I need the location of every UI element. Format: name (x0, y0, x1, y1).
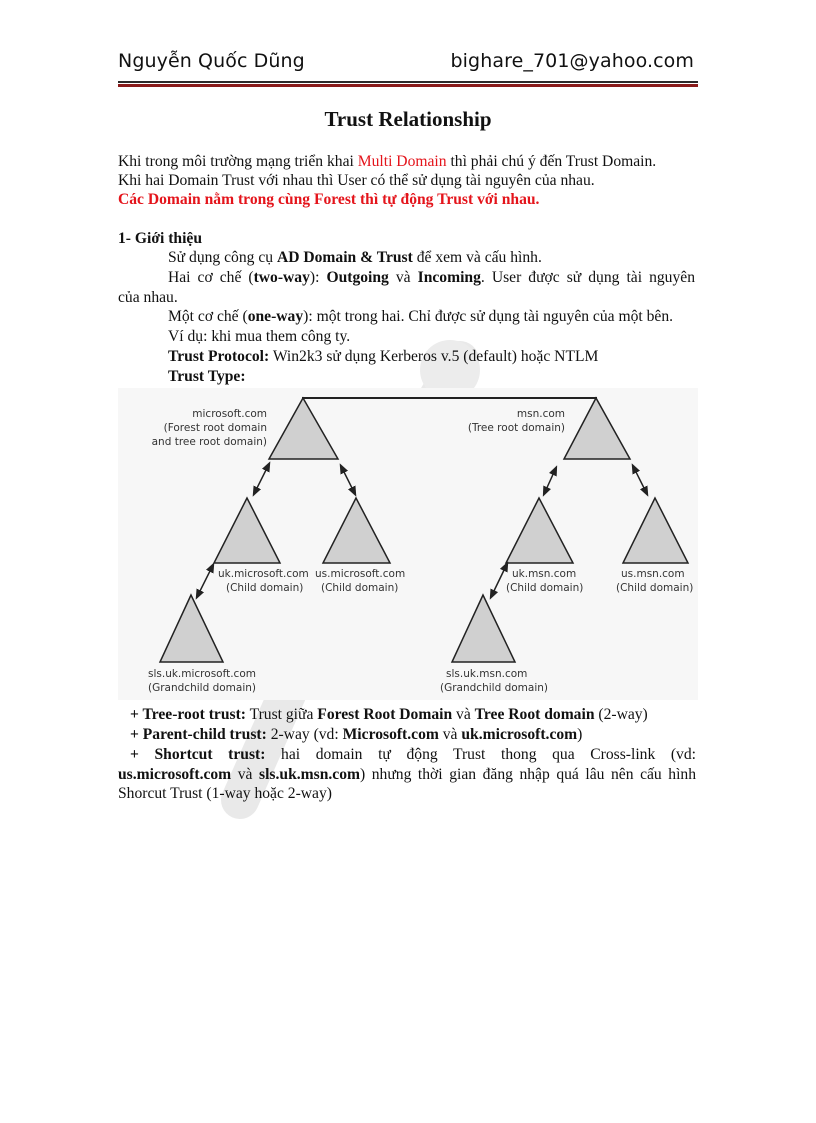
label-sls-uk-msn-com: sls.uk.msn.com (Grandchild domain) (440, 668, 548, 694)
trust-type-diagram (118, 388, 698, 700)
label-msn-com: msn.com (Tree root domain) (467, 408, 565, 434)
label-us-microsoft-com: us.microsoft.com (Child domain) (315, 568, 406, 594)
example-line: Ví dụ: khi mua them công ty. (168, 328, 351, 345)
label-sls-uk-microsoft-com: sls.uk.microsoft.com (Grandchild domain) (148, 668, 256, 694)
header-author: Nguyễn Quốc Dũng (118, 50, 305, 72)
trust-arrow (545, 470, 555, 492)
parent-child-trust-line: + Parent-child trust: 2-way (vd: Microsoft.com và uk.microsoft.com) (130, 726, 583, 743)
us-microsoft-com-triangle (323, 498, 390, 563)
microsoft-com-triangle (269, 398, 338, 459)
trust-arrow (255, 466, 268, 492)
shortcut-trust-line-2: us.microsoft.com và sls.uk.msn.com) nhưng thời gian đăng nhập quá lâu nên cấu hình (118, 766, 696, 783)
trust-type-label: Trust Type: (168, 368, 246, 385)
protocol-line: Trust Protocol: Win2k3 sử dụng Kerberos v.5 (default) hoặc NTLM (168, 348, 599, 365)
label-uk-microsoft-com: uk.microsoft.com (Child domain) (218, 568, 309, 594)
uk-microsoft-com-triangle (214, 498, 280, 563)
trust-arrow (342, 468, 354, 492)
header-rule (118, 81, 698, 83)
trust-arrow (492, 566, 506, 595)
shortcut-trust-line-3: Shorcut Trust (1-way hoặc 2-way) (118, 785, 332, 802)
intro-line-3: Các Domain nằm trong cùng Forest thì tự động Trust với nhau. (118, 191, 540, 208)
header-email: bighare_701@yahoo.com (450, 50, 694, 72)
tool-line: Sử dụng công cụ AD Domain & Trust để xem và cấu hình. (168, 249, 542, 266)
us-msn-com-triangle (623, 498, 688, 563)
multi-domain-highlight: Multi Domain (357, 153, 447, 170)
sls-uk-msn-com-triangle (452, 595, 515, 662)
intro-line-1: Khi trong môi trường mạng triển khai Multi Domain thì phải chú ý đến Trust Domain. (118, 153, 657, 170)
two-way-line-cont: của nhau. (118, 289, 178, 306)
sls-uk-microsoft-com-triangle (160, 595, 223, 662)
trust-arrow (198, 567, 212, 595)
msn-com-triangle (564, 398, 630, 459)
label-uk-msn-com: uk.msn.com (Child domain) (506, 568, 584, 594)
label-microsoft-com: microsoft.com (Forest root domain and tree root domain) (151, 408, 267, 448)
page-title: Trust Relationship (324, 107, 492, 131)
tree-root-trust-line: + Tree-root trust: Trust giữa Forest Root Domain và Tree Root domain (2-way) (130, 706, 648, 723)
trust-arrow (634, 468, 646, 492)
label-us-msn-com: us.msn.com (Child domain) (616, 568, 694, 594)
header-rule-accent (118, 84, 698, 87)
uk-msn-com-triangle (506, 498, 573, 563)
section-heading: 1- Giới thiệu (118, 230, 203, 247)
one-way-line: Một cơ chế (one-way): một trong hai. Chỉ được sử dụng tài nguyên của một bên. (168, 308, 674, 325)
shortcut-trust-line: + Shortcut trust: hai domain tự động Trust thong qua Cross-link (vd: (130, 746, 696, 763)
page-header (118, 50, 694, 80)
intro-line-2: Khi hai Domain Trust với nhau thì User có thể sử dụng tài nguyên của nhau. (118, 172, 595, 189)
two-way-line: Hai cơ chế (two-way): Outgoing và Incoming. User được sử dụng tài nguyên (168, 269, 695, 286)
